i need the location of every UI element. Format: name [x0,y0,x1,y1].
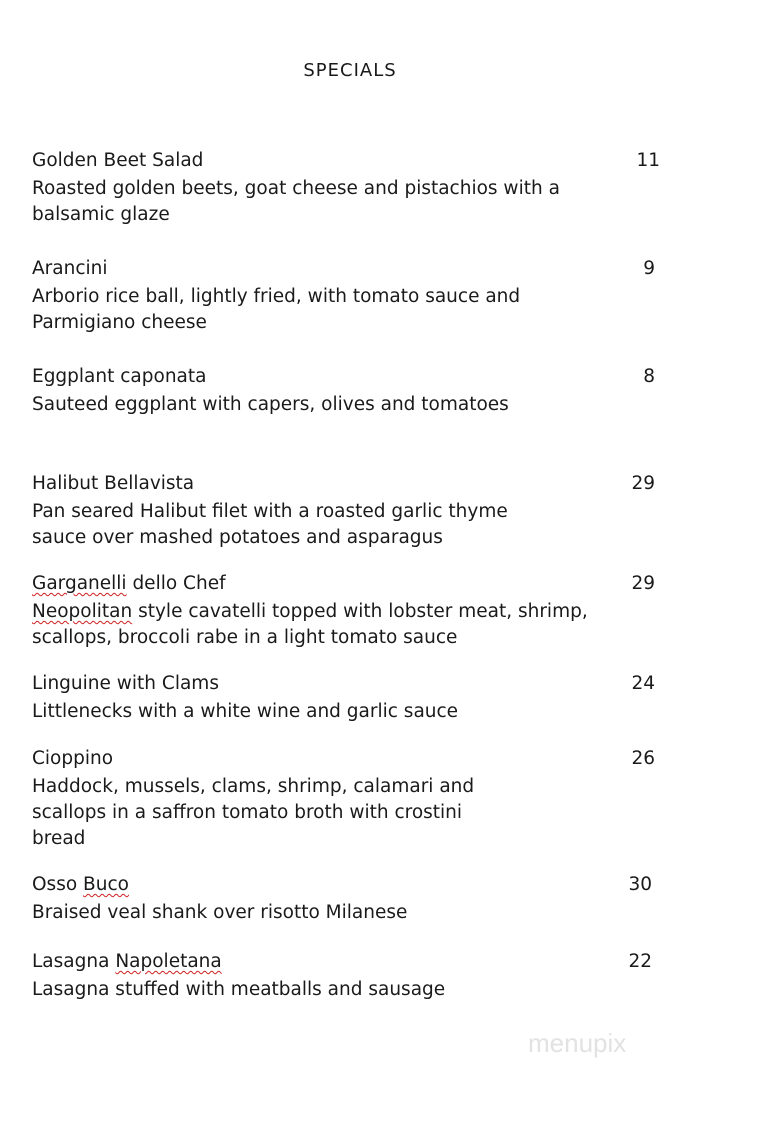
item-name: Linguine with Clams [32,673,219,694]
item-description-line [32,599,672,625]
item-description-line: Parmigiano cheese [32,312,207,333]
item-name: Halibut Bellavista [32,473,195,494]
item-price: 22 [628,951,652,972]
item-description-line: Haddock, mussels, clams, shrimp, calamari and [32,776,475,797]
item-price: 26 [631,748,655,769]
spellcheck-word: Napoletana [115,951,222,972]
item-price: 11 [636,150,660,171]
item-price: 29 [631,573,655,594]
spellcheck-word: Neopolitan [32,601,133,622]
item-name [32,874,129,895]
item-description-line: Arborio rice ball, lightly fried, with tomato sauce and [32,286,521,307]
item-description-rest: style cavatelli topped with lobster meat, shrimp, [132,601,588,622]
item-description-line: Braised veal shank over risotto Milanese [32,902,408,923]
item-name [32,573,226,594]
item-description-line: Littlenecks with a white wine and garlic sauce [32,701,459,722]
watermark-logo: menupix [528,1028,627,1058]
item-description-line: balsamic glaze [32,204,170,225]
item-price: 30 [628,874,652,895]
item-price: 24 [631,673,655,694]
item-description-line: Roasted golden beets, goat cheese and pistachios with a [32,178,560,199]
item-name-first: Lasagna [32,951,116,972]
item-description-line: sauce over mashed potatoes and asparagus [32,527,443,548]
item-name-rest: dello Chef [126,573,226,594]
menu-item-osso-buco [32,874,672,926]
menu-item-cioppino [32,748,672,852]
menu-item-garganelli-dello-chef [32,573,672,651]
item-description-line: Sauteed eggplant with capers, olives and tomatoes [32,394,509,415]
spellcheck-word: Buco [83,874,129,895]
item-description-line: bread [32,828,86,849]
item-description-line: Pan seared Halibut filet with a roasted garlic thyme [32,501,508,522]
page-title: SPECIALS [303,60,397,81]
item-description-line: scallops, broccoli rabe in a light tomato sauce [32,627,458,648]
item-price: 29 [631,473,655,494]
menu-item-lasagna-napoletana [32,951,672,1003]
menu-item-arancini [32,258,672,336]
item-name: Golden Beet Salad [32,150,204,171]
menu-item-eggplant-caponata [32,366,672,418]
item-price: 8 [643,366,655,387]
item-name: Arancini [32,258,108,279]
menu-item-halibut-bellavista [32,473,672,551]
item-description-line: Lasagna stuffed with meatballs and sausage [32,979,446,1000]
item-name: Eggplant caponata [32,366,207,387]
menu-item-golden-beet-salad [32,150,672,228]
item-price: 9 [643,258,655,279]
item-name: Cioppino [32,748,114,769]
item-description-line: scallops in a saffron tomato broth with crostini [32,802,463,823]
spellcheck-word: Garganelli [32,573,127,594]
item-name [32,951,222,972]
menu-item-linguine-with-clams [32,673,672,725]
item-name-first: Osso [32,874,84,895]
